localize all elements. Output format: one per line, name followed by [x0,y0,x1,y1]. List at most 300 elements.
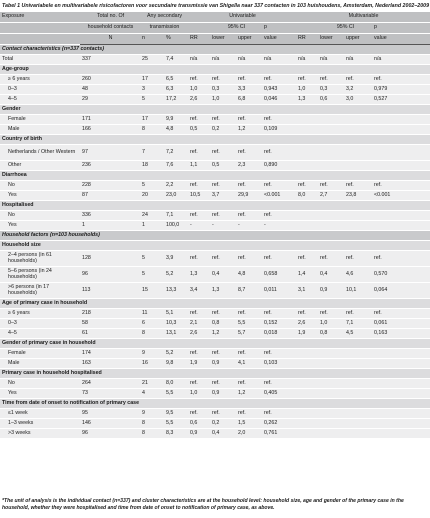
cell-pct: 9,5 [164,409,188,419]
section-label: Household factors (n=103 households) [0,231,430,241]
cell-p-uni: 0,262 [262,419,296,429]
cell-lower-multi [318,409,344,419]
cell-lower-multi: 0,3 [318,85,344,95]
cell-pct: 7,6 [164,161,188,171]
cell-upper-multi: n/a [344,55,372,65]
cell-upper-multi: ref. [344,251,372,267]
cell-upper-multi [344,379,372,389]
cell-upper-multi [344,419,372,429]
cell-n: 11 [140,309,164,319]
cell-N: 337 [80,55,140,65]
header-row-1 [0,12,430,23]
group-label: Age of primary case in household [0,299,430,309]
cell-n: 3 [140,85,164,95]
cell-lower-uni: 0,2 [210,419,236,429]
header-multivariable: Multivariable [296,12,430,23]
header-value-univariable: value [262,34,296,45]
cell-rr-uni: 2,6 [188,329,210,339]
cell-p-uni: ref. [262,145,296,161]
cell-p-multi: <0.001 [372,191,430,201]
cell-upper-multi: ref. [344,75,372,85]
cell-p-uni: ref. [262,349,296,359]
header-total-no: Total no. Of [80,12,140,23]
cell-N: 166 [80,125,140,135]
cell-rr-multi [296,211,318,221]
cell-rr-uni: ref. [188,349,210,359]
header-upper-univariable: upper [236,34,262,45]
cell-rr-multi [296,161,318,171]
cell-upper-uni: ref. [236,115,262,125]
cell-p-multi: 0,064 [372,283,430,299]
header-univariable: Univariable [188,12,296,23]
cell-p-multi: 0,163 [372,329,430,339]
cell-rr-multi [296,429,318,439]
cell-lower-multi [318,161,344,171]
cell-pct: 6,3 [164,85,188,95]
group-label: Age-group [0,65,430,75]
cell-upper-uni: 8,7 [236,283,262,299]
cell-pct: 100,0 [164,221,188,231]
cell-lower-multi [318,379,344,389]
cell-p-uni: 0,658 [262,267,296,283]
row-label: 4–5 [0,95,80,105]
table-row [0,429,430,439]
header-value-multivariable: value [372,34,430,45]
cell-rr-uni: ref. [188,181,210,191]
cell-N: 29 [80,95,140,105]
cell-rr-uni: 0,6 [188,419,210,429]
cell-upper-multi [344,389,372,399]
cell-n: 8 [140,329,164,339]
cell-n: 8 [140,429,164,439]
cell-lower-uni: ref. [210,75,236,85]
cell-p-uni: ref. [262,409,296,419]
cell-lower-multi: ref. [318,309,344,319]
cell-lower-multi [318,125,344,135]
row-label: 4–5 [0,329,80,339]
cell-upper-multi: 4,5 [344,329,372,339]
cell-upper-multi [344,145,372,161]
cell-p-uni: <0.001 [262,191,296,201]
table-row [0,145,430,161]
cell-rr-uni: 3,4 [188,283,210,299]
cell-lower-multi: ref. [318,75,344,85]
cell-lower-uni: 3,7 [210,191,236,201]
cell-upper-uni: 6,8 [236,95,262,105]
group-label: Primary case in household hospitalised [0,369,430,379]
table-row [0,359,430,369]
cell-n: 5 [140,95,164,105]
cell-p-multi [372,161,430,171]
cell-lower-uni: 0,5 [210,161,236,171]
cell-upper-uni: 5,5 [236,319,262,329]
cell-p-multi: ref. [372,75,430,85]
cell-p-uni: ref. [262,75,296,85]
row-label: 1–3 weeks [0,419,80,429]
row-label: Male [0,359,80,369]
cell-p-multi [372,349,430,359]
cell-upper-uni: ref. [236,309,262,319]
header-rr-multivariable: RR [296,34,318,45]
group-header-row [0,65,430,75]
cell-upper-uni: 3,3 [236,85,262,95]
cell-pct: 7,2 [164,145,188,161]
cell-lower-multi [318,221,344,231]
cell-lower-uni: 0,8 [210,319,236,329]
cell-lower-uni: 0,3 [210,85,236,95]
row-label: ≥ 6 years [0,75,80,85]
table-row [0,191,430,201]
cell-lower-multi: 0,4 [318,267,344,283]
cell-rr-uni: 1,9 [188,359,210,369]
cell-lower-multi [318,145,344,161]
cell-rr-multi: ref. [296,251,318,267]
cell-upper-uni: ref. [236,75,262,85]
row-label: Yes [0,221,80,231]
cell-lower-uni: ref. [210,181,236,191]
cell-n: 4 [140,389,164,399]
cell-upper-uni: 1,5 [236,419,262,429]
header-household-contacts: household contacts [80,23,140,34]
cell-upper-uni: 1,2 [236,125,262,135]
cell-N: 171 [80,115,140,125]
cell-p-multi: ref. [372,309,430,319]
cell-rr-uni: ref. [188,409,210,419]
cell-p-uni: ref. [262,181,296,191]
cell-upper-uni: ref. [236,349,262,359]
cell-n: 1 [140,221,164,231]
group-label: Household size [0,241,430,251]
table-row [0,125,430,135]
cell-N: 174 [80,349,140,359]
cell-rr-uni: 2,1 [188,319,210,329]
group-header-row [0,369,430,379]
cell-N: 95 [80,409,140,419]
row-label: Total [0,55,80,65]
cell-upper-multi: 3,2 [344,85,372,95]
cell-rr-multi [296,125,318,135]
group-header-row [0,105,430,115]
cell-rr-uni: ref. [188,145,210,161]
cell-p-uni: 0,761 [262,429,296,439]
cell-rr-uni: - [188,221,210,231]
cell-rr-multi [296,389,318,399]
row-label: ≥ 6 years [0,309,80,319]
cell-pct: 5,5 [164,389,188,399]
cell-rr-uni: ref. [188,251,210,267]
cell-pct: 4,8 [164,125,188,135]
cell-lower-uni: 1,2 [210,329,236,339]
cell-N: 163 [80,359,140,369]
group-header-row [0,339,430,349]
section-header-row [0,45,430,55]
group-label: Diarrhoea [0,171,430,181]
group-header-row [0,135,430,145]
cell-N: 73 [80,389,140,399]
cell-rr-multi: 1,4 [296,267,318,283]
cell-p-multi: n/a [372,55,430,65]
cell-rr-uni: 1,1 [188,161,210,171]
cell-n: 24 [140,211,164,221]
row-label: Female [0,349,80,359]
row-label: Male [0,125,80,135]
cell-rr-uni: 0,9 [188,429,210,439]
cell-lower-multi: 2,7 [318,191,344,201]
row-label: 0–3 [0,85,80,95]
cell-lower-uni: 0,9 [210,389,236,399]
cell-pct: 5,2 [164,267,188,283]
group-header-row [0,201,430,211]
table-row [0,419,430,429]
cell-p-multi [372,145,430,161]
cell-rr-uni: n/a [188,55,210,65]
cell-rr-multi: ref. [296,309,318,319]
cell-rr-multi [296,409,318,419]
row-label: >6 persons (in 17 households) [0,283,80,299]
cell-lower-multi: 0,6 [318,95,344,105]
cell-rr-multi [296,145,318,161]
cell-upper-multi [344,161,372,171]
row-label: 2–4 persons (in 61 households) [0,251,80,267]
cell-upper-multi [344,409,372,419]
header-any-secondary: Any secondary [140,12,188,23]
cell-lower-uni: 1,0 [210,95,236,105]
cell-pct: 8,3 [164,429,188,439]
cell-rr-multi [296,379,318,389]
cell-p-uni: - [262,221,296,231]
cell-lower-multi [318,349,344,359]
section-header-row [0,231,430,241]
cell-p-multi [372,221,430,231]
cell-upper-uni: 2,3 [236,161,262,171]
group-header-row [0,171,430,181]
cell-lower-multi: ref. [318,181,344,191]
cell-lower-uni: 0,4 [210,267,236,283]
cell-upper-multi: 10,1 [344,283,372,299]
table-row [0,115,430,125]
header-ci-univariable: 95% CI [210,23,262,34]
cell-N: 228 [80,181,140,191]
cell-n: 20 [140,191,164,201]
table-row [0,309,430,319]
table-row [0,409,430,419]
cell-upper-uni: ref. [236,211,262,221]
row-label: Female [0,115,80,125]
cell-p-uni: 0,943 [262,85,296,95]
cell-upper-multi: 7,1 [344,319,372,329]
cell-lower-uni: ref. [210,211,236,221]
cell-lower-multi [318,419,344,429]
cell-p-multi [372,379,430,389]
cell-lower-uni: ref. [210,309,236,319]
cell-p-uni: ref. [262,309,296,319]
cell-N: 336 [80,211,140,221]
table-caption: Tabel 1 Univariabele en multivariabele risicofactoren voor secundaire transmissie van Shigella naar 337 contacten in 103 huishoudens, Amsterdam, Nederland 2002–2009 [2,3,430,9]
cell-pct: 2,2 [164,181,188,191]
cell-n: 8 [140,419,164,429]
table-row [0,379,430,389]
cell-rr-multi: 1,3 [296,95,318,105]
cell-upper-multi [344,429,372,439]
header-pct: % [164,34,188,45]
cell-rr-multi: 8,0 [296,191,318,201]
row-label: ≤1 week [0,409,80,419]
cell-rr-multi [296,115,318,125]
cell-N: 146 [80,419,140,429]
cell-lower-multi: 0,9 [318,283,344,299]
cell-p-multi [372,419,430,429]
cell-p-uni: 0,405 [262,389,296,399]
cell-N: 260 [80,75,140,85]
cell-pct: 9,9 [164,115,188,125]
cell-p-uni: 0,018 [262,329,296,339]
header-ci-multivariable: 95% CI [318,23,372,34]
cell-n: 5 [140,251,164,267]
cell-rr-multi [296,419,318,429]
cell-rr-multi: ref. [296,181,318,191]
header-row-3 [0,34,430,45]
cell-rr-uni: ref. [188,115,210,125]
cell-lower-multi: ref. [318,251,344,267]
cell-upper-uni: ref. [236,181,262,191]
header-lower-multivariable: lower [318,34,344,45]
cell-rr-multi: n/a [296,55,318,65]
cell-p-uni: ref. [262,379,296,389]
header-transmission: transmission [140,23,188,34]
cell-p-uni: 0,011 [262,283,296,299]
cell-p-multi: 0,527 [372,95,430,105]
cell-p-multi [372,115,430,125]
cell-rr-multi: 1,9 [296,329,318,339]
row-label: 0–3 [0,319,80,329]
row-label: Yes [0,389,80,399]
cell-rr-uni: ref. [188,309,210,319]
cell-upper-uni: ref. [236,379,262,389]
cell-n: 5 [140,181,164,191]
header-row-2 [0,23,430,34]
cell-pct: 3,9 [164,251,188,267]
cell-pct: 10,3 [164,319,188,329]
cell-pct: 5,1 [164,309,188,319]
cell-N: 264 [80,379,140,389]
cell-p-uni: 0,890 [262,161,296,171]
cell-pct: 17,2 [164,95,188,105]
cell-rr-multi: ref. [296,75,318,85]
cell-lower-uni: - [210,221,236,231]
cell-rr-uni: ref. [188,211,210,221]
row-label: Netherlands / Other Western [0,145,80,161]
cell-rr-multi [296,359,318,369]
table-row [0,251,430,267]
cell-rr-uni: 1,0 [188,389,210,399]
group-label: Country of birth [0,135,430,145]
cell-p-multi: 0,570 [372,267,430,283]
cell-p-uni: ref. [262,251,296,267]
header-p-multivariable: p [372,23,430,34]
cell-rr-uni: 1,3 [188,267,210,283]
cell-N: 218 [80,309,140,319]
risk-factor-table [0,12,430,439]
cell-lower-uni: ref. [210,409,236,419]
header-lower-univariable: lower [210,34,236,45]
group-header-row [0,399,430,409]
cell-upper-uni: 2,0 [236,429,262,439]
cell-n: 17 [140,115,164,125]
header-exposure: Exposure [0,12,80,23]
table-row [0,211,430,221]
cell-rr-uni: 2,6 [188,95,210,105]
cell-p-multi [372,409,430,419]
cell-p-uni: 0,046 [262,95,296,105]
cell-pct: 9,8 [164,359,188,369]
cell-lower-multi [318,389,344,399]
group-label: Gender [0,105,430,115]
cell-n: 16 [140,359,164,369]
group-header-row [0,241,430,251]
cell-rr-uni: ref. [188,379,210,389]
cell-lower-uni: 1,3 [210,283,236,299]
cell-lower-multi: 1,0 [318,319,344,329]
row-label: 5–6 persons (in 24 households) [0,267,80,283]
header-n: n [140,34,164,45]
cell-N: 128 [80,251,140,267]
table-row [0,181,430,191]
row-label: Yes [0,191,80,201]
cell-p-multi: 0,061 [372,319,430,329]
table-row [0,95,430,105]
cell-p-uni: 0,152 [262,319,296,329]
header-p-univariable: p [262,23,296,34]
cell-upper-uni: n/a [236,55,262,65]
cell-upper-multi [344,115,372,125]
cell-N: 48 [80,85,140,95]
table-row [0,161,430,171]
cell-upper-multi: ref. [344,181,372,191]
cell-N: 113 [80,283,140,299]
cell-n: 17 [140,75,164,85]
table-row [0,349,430,359]
cell-pct: 13,3 [164,283,188,299]
cell-n: 9 [140,409,164,419]
cell-upper-uni: - [236,221,262,231]
cell-p-multi: ref. [372,251,430,267]
cell-lower-uni: 0,2 [210,125,236,135]
cell-pct: 7,1 [164,211,188,221]
cell-rr-uni: 0,5 [188,125,210,135]
cell-upper-uni: 4,8 [236,267,262,283]
row-label: No [0,379,80,389]
group-label: Gender of primary case in household [0,339,430,349]
cell-p-multi [372,211,430,221]
cell-upper-multi [344,359,372,369]
cell-pct: 5,5 [164,419,188,429]
table-row [0,75,430,85]
cell-lower-multi [318,115,344,125]
cell-upper-multi [344,221,372,231]
cell-lower-uni: 0,4 [210,429,236,439]
cell-N: 61 [80,329,140,339]
table-row [0,221,430,231]
table-row [0,329,430,339]
cell-pct: 8,0 [164,379,188,389]
table-row [0,319,430,329]
table-row [0,389,430,399]
cell-upper-uni: ref. [236,145,262,161]
cell-upper-multi: ref. [344,309,372,319]
group-header-row [0,299,430,309]
cell-n: 5 [140,267,164,283]
cell-p-multi [372,125,430,135]
